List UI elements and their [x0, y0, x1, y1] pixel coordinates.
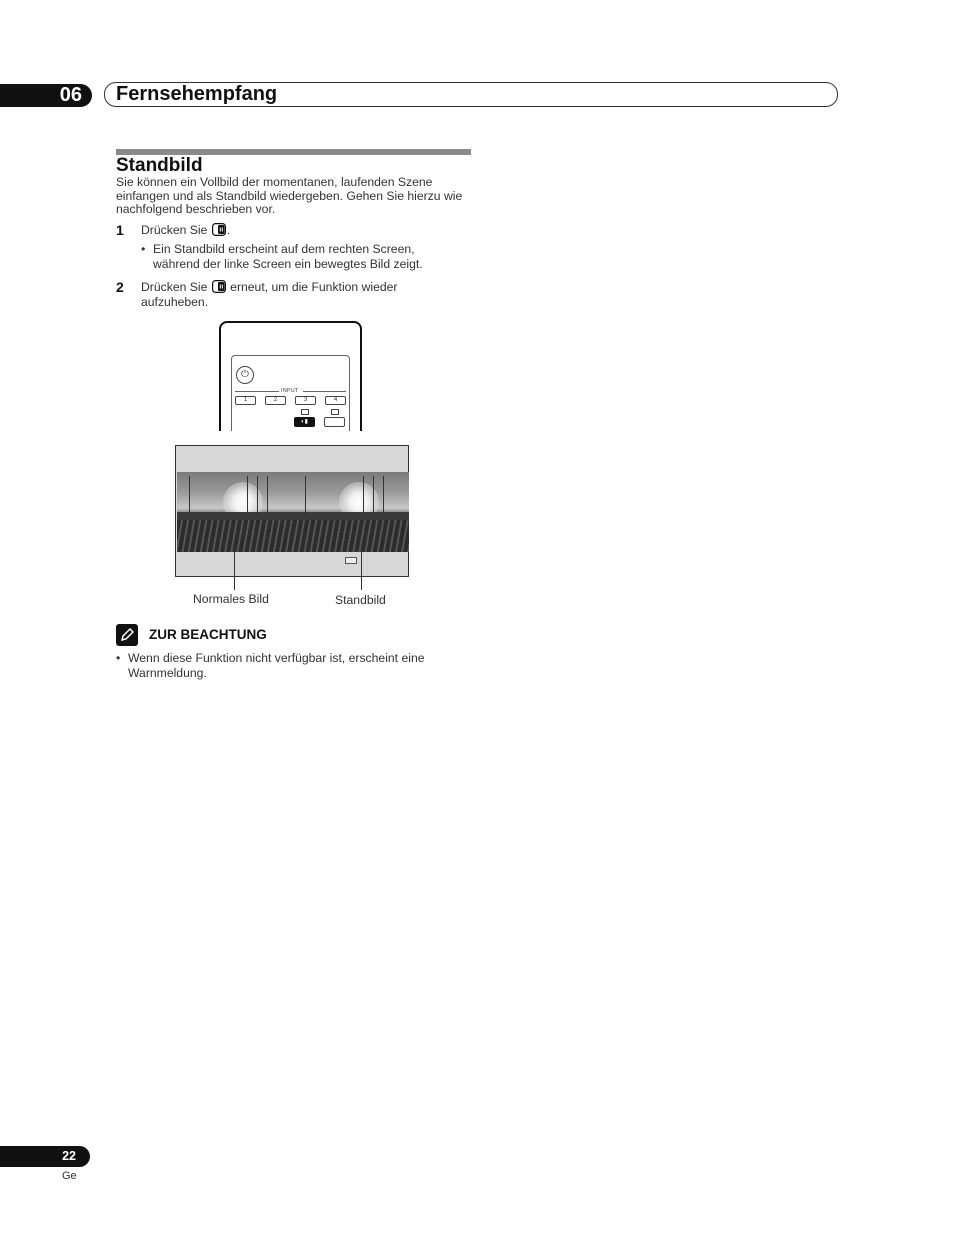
tv-screen-illustration: [175, 445, 409, 577]
step-2-number: 2: [116, 279, 124, 295]
input-button-1: 1: [235, 396, 256, 405]
section-intro: Sie können ein Vollbild der momentanen, laufenden Szene einfangen und als Standbild wiedergeben. Gehen Sie hierzu wie nachfolgend beschrieben vor.: [116, 175, 463, 217]
normal-picture-panel: [177, 472, 293, 552]
remote-control-illustration: [219, 321, 362, 431]
still-picture-panel: [293, 472, 409, 552]
input-divider-right: [303, 391, 346, 392]
split-screen-icon: [301, 409, 309, 415]
step-1-bullet: Ein Standbild erscheint auf dem rechten Screen, während der linke Screen ein bewegtes Bild zeigt.: [153, 242, 423, 271]
swap-button: [324, 417, 345, 427]
callout-line-normal: [234, 547, 235, 590]
note-bullet-marker: •: [116, 651, 121, 665]
callout-line-still: [361, 547, 362, 590]
picture-in-picture-icon: [331, 409, 339, 415]
chapter-number: 06: [59, 84, 82, 106]
input-button-4: 4: [325, 396, 346, 405]
step-1-text: Drücken Sie .: [141, 223, 231, 237]
note-text: Wenn diese Funktion nicht verfügbar ist, erscheint eine Warnmeldung.: [128, 651, 425, 680]
note-title: ZUR BEACHTUNG: [149, 627, 267, 642]
section-title: Standbild: [116, 155, 203, 176]
chapter-number-tab: [0, 84, 92, 107]
language-code: Ge: [62, 1170, 77, 1182]
freeze-status-icon: [345, 557, 357, 564]
power-icon: ⏻: [236, 366, 254, 384]
input-label: INPUT: [281, 388, 299, 394]
page-number-tab: [0, 1146, 90, 1167]
input-divider-left: [235, 391, 279, 392]
step-1-number: 1: [116, 222, 124, 238]
freeze-button-highlight: ◐▮: [294, 417, 315, 427]
chapter-title: Fernsehempfang: [116, 83, 278, 105]
caption-still-picture: Standbild: [335, 593, 386, 607]
input-button-3: 3: [295, 396, 316, 405]
step-1-bullet-marker: •: [141, 242, 146, 256]
step-2-text: Drücken Sie erneut, um die Funktion wieder aufzuheben.: [141, 280, 398, 309]
pencil-note-icon: [116, 624, 138, 646]
freeze-button-icon: [212, 223, 226, 236]
page-number: 22: [62, 1149, 76, 1163]
freeze-button-icon: [212, 280, 226, 293]
input-button-2: 2: [265, 396, 286, 405]
caption-normal-picture: Normales Bild: [193, 592, 269, 606]
